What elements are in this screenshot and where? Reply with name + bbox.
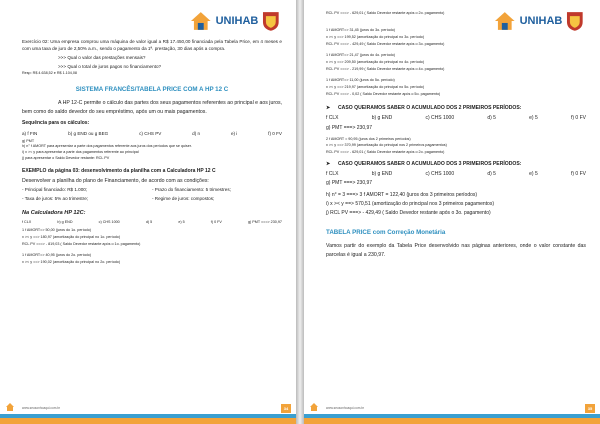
calc-step: g) PMT ===> 230,97 — [247, 219, 282, 224]
calc-line: x >< y ==> 219,97 (amortização do principal no 5o. período) — [326, 85, 425, 90]
arrow-icon: ➤ — [326, 160, 331, 167]
right-page — [304, 0, 600, 424]
amort-lines — [326, 24, 586, 98]
calc-step: b) g END — [371, 170, 393, 177]
calc-line: j) RCL PV ===> - 429,49 ( Saldo Devedor restante após o 3o. pagamento) — [326, 210, 491, 217]
calc-line: RCL PV ===> - 219,99 ( Saldo Devedor restante após o 4o. pagamento) — [326, 67, 445, 72]
footer-band-accent — [304, 418, 600, 424]
footer-url: www.seusonhoaqui.com.br — [326, 406, 365, 410]
seq-step: d) n — [192, 130, 201, 136]
house-icon — [6, 403, 14, 411]
right-top-lines — [326, 10, 500, 17]
seq-step: a) f FIN — [22, 130, 38, 136]
bullet-text: CASO QUEIRAMOS SABER O ACUMULADO DOS 3 PRIMEIROS PERÍODOS: — [338, 160, 522, 167]
calc-step: d) 5 — [145, 219, 153, 224]
calc-line: x >< y ==> 190,02 (amortização do principal no 2o. período) — [22, 260, 121, 265]
calc-step: e) 5 — [529, 115, 538, 122]
seq-step: e) i — [230, 130, 238, 136]
footer — [304, 404, 600, 424]
calc-line: i) x >< y ==> 570,51 (amortização do principal nos 3 primeiros pagamentos) — [326, 201, 495, 208]
page-number: 35 — [585, 404, 595, 413]
section-title: TABELA PRICE com Correção Monetária — [326, 229, 446, 237]
calc-line: 2 f AMORT = 90,95 (juros dos 2 primeiros períodos) — [326, 136, 411, 141]
section-title: SISTEMA FRANCÊS/TABELA PRICE COM A HP 12 C — [75, 85, 229, 93]
calc-line: RCL PV ===> - 0,02 ( Saldo Devedor restante após o 5o. pagamento) — [326, 92, 441, 97]
calc-line: x >< y ==> 199,52 (amortização do principal no 3o. período) — [326, 35, 425, 40]
calc-line: 1 f AMORT=> 11,00 (juros do 5o. período) — [326, 78, 395, 83]
left-page — [0, 0, 296, 424]
condition: - Principal financiado: R$ 1.000; — [22, 187, 88, 193]
example-body: Desenvolver a planilha do plano de Financiamento, de acordo com as condições: — [22, 178, 209, 185]
bullet-text: CASO QUEIRAMOS SABER O ACUMULADO DOS 2 PRIMEIROS PERÍODOS: — [338, 105, 522, 112]
section-body: Vamos partir do exemplo da Tabela Price desenvolvido nas páginas anteriores, onde o valor constante das parcelas é igual a 230,97. — [326, 242, 586, 258]
calc-line: x >< y ==> 209,50 (amortização do principal no 4o. período) — [326, 60, 425, 65]
calc-step: f) 0 FV — [570, 170, 586, 177]
calc-line: 1 f AMORT=> 21,47 (juros do 4o. período) — [326, 53, 396, 58]
question-2: >>> Qual o total de juros pagos no financiamento? — [58, 63, 162, 69]
sequence-title: Sequência para os cálculos: — [22, 119, 90, 126]
calc-step: d) 5 — [487, 115, 496, 122]
b1-lines — [326, 136, 586, 156]
seq-step: c) CHS PV — [139, 130, 162, 136]
exercise-text: Exercício 02: Uma empresa comprou uma máquina de valor igual a R$ 17.450,00 financiada pela Tabela Price, em 4 meses e com uma taxa de juro de 2,50% a.m., sendo o pagamento da 1ª. prestação, 30 dias após a compra. — [22, 39, 282, 52]
question-1: >>> Qual o valor das prestações mensais? — [58, 54, 146, 60]
calc-row — [22, 220, 282, 226]
b1-row — [326, 115, 586, 123]
sequence-lines — [22, 139, 282, 162]
condition: - Regime de juros: compostos; — [152, 195, 215, 201]
crest-icon — [262, 10, 280, 32]
calc-step: b) g END — [371, 115, 393, 122]
calc-step: f) 0 FV — [570, 115, 586, 122]
answer: Resp: R$ 4.638,52 e R$ 1.104,08 — [22, 71, 77, 76]
calc-line: x >< y ==> 370,99 (amortização do principal nos 2 primeiros pagamentos) — [326, 143, 447, 148]
book-gutter — [296, 0, 304, 424]
example-title: EXEMPLO da página 03: desenvolvimento da planilha com a Calculadora HP 12 C — [22, 167, 216, 174]
condition: - Taxa de juros: 5% ao trimestre; — [22, 195, 89, 201]
seq-step: f) 0 FV — [268, 130, 282, 136]
calc-line: RCL PV ===> - 629,01 ( Saldo Devedor restante após o 2o. pagamento) — [326, 11, 445, 15]
arrow-icon: ➤ — [326, 105, 331, 112]
calc-step: c) CHS 1000 — [425, 170, 455, 177]
calc-line: 1 f AMORT=> 31,45 (juros do 3o. período) — [326, 28, 396, 32]
calc-line: 1 f AMORT=> 40,95 (juros do 2o. período) — [22, 253, 92, 258]
logo-name: UNIHAB — [215, 14, 259, 27]
calc-step: e) 5 — [529, 170, 538, 177]
bullet-3-periods — [326, 160, 586, 169]
logo-name: UNIHAB — [519, 14, 563, 27]
condition: - Prazo do financiamento: 5 trimestres; — [152, 187, 231, 193]
footer-band-accent — [0, 418, 296, 424]
page-number: 34 — [281, 404, 291, 413]
seq-line: h) n° f AMORT para apresentar a parte dos pagamentos referente aos juros dos períodos que se quiser. — [22, 144, 192, 149]
seq-step: b) g END ou g BEG — [68, 130, 109, 136]
calc-line: RCL PV ===> - 429,49 ( Saldo Devedor restante após o 3o. pagamento) — [326, 42, 445, 47]
calc-step: e) 5 — [178, 219, 185, 224]
b2-lines — [326, 191, 586, 218]
house-icon — [310, 403, 318, 411]
seq-line: j) para apresentar o Saldo Devedor restante: RCL PV — [22, 155, 110, 160]
calc-line: h) n° = 3 ===> 3 f AMORT = 122,40 (juros dos 3 primeiros períodos) — [326, 192, 478, 199]
house-logo-icon — [190, 10, 212, 32]
calc-lines — [22, 227, 282, 266]
seq-line: i) x >< y para apresentar a parte dos pagamentos referente ao principal — [22, 150, 139, 155]
section-body: A HP 12-C permite o cálculo das partes dos seus pagamentos referentes ao principal e aos juros, bem como do saldo devedor do seu empréstimo, após um ou mais pagamentos. — [22, 99, 282, 115]
b2-row — [326, 171, 586, 179]
calc-step: c) CHS 1000 — [425, 115, 455, 122]
calc-step: f CLX — [326, 115, 339, 122]
logo — [190, 8, 280, 34]
calc-line: RCL PV ===> - 819,03 ( Saldo Devedor restante após o 1o. pagamento) — [22, 242, 141, 247]
conditions — [22, 186, 282, 203]
calc-line: 1 f AMORT=> 50,00 (juros do 1o. período) — [22, 228, 92, 233]
calc-step: b) g END — [57, 219, 73, 224]
calc-step: f) 0 FV — [210, 219, 222, 224]
right-content — [326, 24, 586, 260]
calc-line: RCL PV ===> - 629,01 ( Saldo Devedor restante após o 2o. pagamento) — [326, 150, 445, 154]
calculator-title: Na Calculadora HP 12C: — [22, 209, 86, 216]
sequence-row — [22, 130, 282, 137]
calc-step: f CLX — [326, 170, 339, 177]
seq-line: g) PMT — [22, 138, 35, 143]
footer-url: www.seusonhoaqui.com.br — [22, 406, 61, 410]
b1-pmt: g) PMT ===> 230,97 — [326, 124, 373, 131]
footer — [0, 404, 296, 424]
calc-line: x >< y ==> 180,97 (amortização do principal no 1o. período) — [22, 235, 121, 240]
calc-step: d) 5 — [487, 170, 496, 177]
bullet-2-periods — [326, 104, 586, 113]
calc-step: f CLX — [22, 219, 32, 224]
calc-step: c) CHS 1000 — [98, 219, 120, 224]
left-content — [22, 38, 282, 266]
b2-pmt: g) PMT ===> 230,97 — [326, 180, 373, 187]
